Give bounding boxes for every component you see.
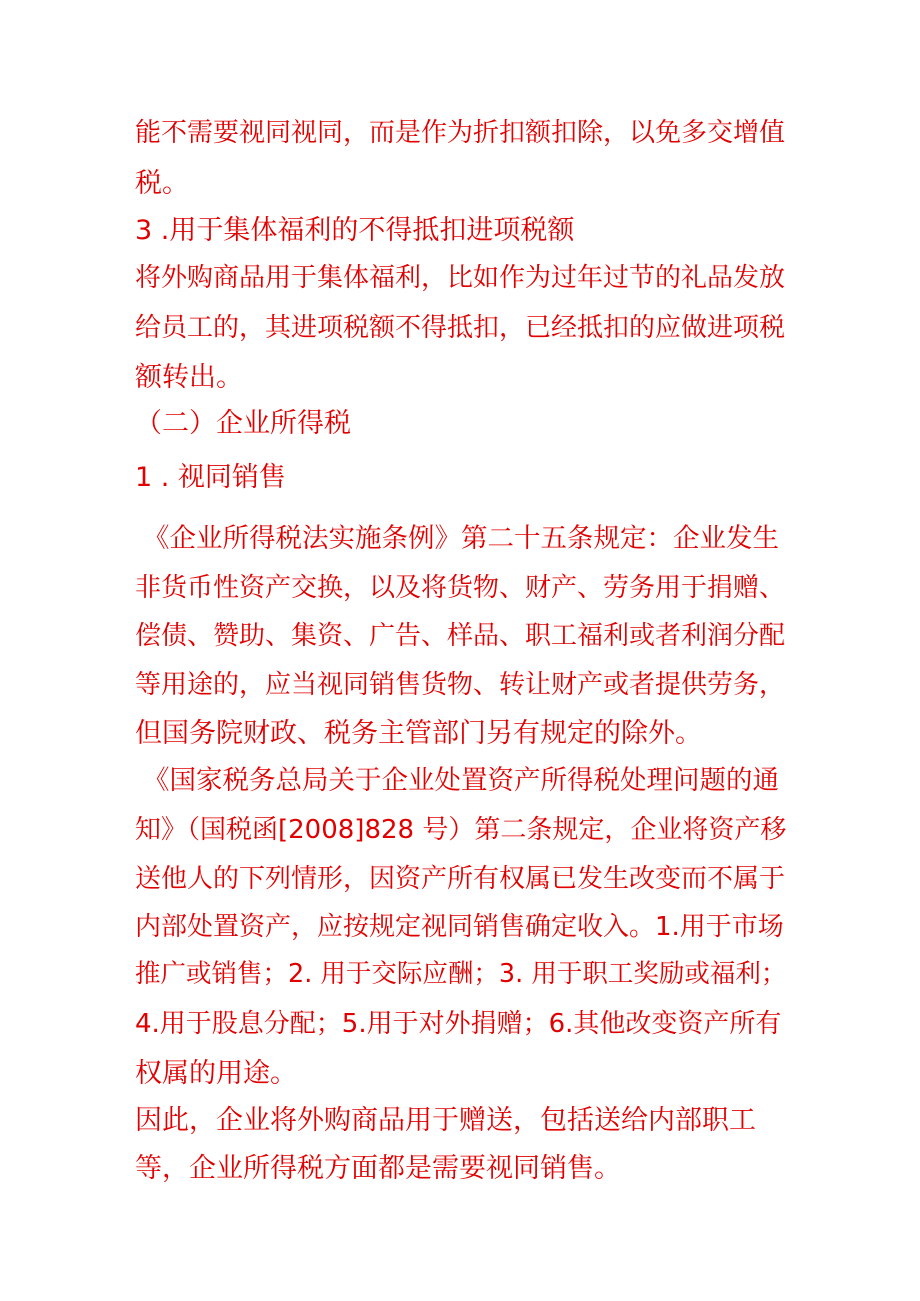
text-line-14: 《国家税务总局关于企业处置资产所得税处理问题的通 <box>143 765 779 796</box>
text-line-9: 《企业所得税法实施条例》第二十五条规定：企业发生 <box>143 523 779 554</box>
text-line-20: 权属的用途。 <box>135 1058 297 1089</box>
text-line-11: 偿债、赞助、集资、广告、样品、职工福利或者利润分配 <box>135 621 786 651</box>
text-line-4: 将外购商品用于集体福利，比如作为过年过节的礼品发放 <box>135 263 786 293</box>
text-line-13: 但国务院财政、税务主管部门另有规定的除外。 <box>135 718 702 749</box>
text-line-1: 能不需要视同视同，而是作为折扣额扣除，以免多交增值 <box>135 118 786 148</box>
text-line-21: 因此，企业将外购商品用于赠送，包括送给内部职工 <box>135 1105 756 1136</box>
section-heading-corporate-income-tax: （二）企业所得税 <box>135 408 351 439</box>
text-line-12: 等用途的，应当视同销售货物、转让财产或者提供劳务， <box>135 670 786 700</box>
text-line-16: 送他人的下列情形，因资产所有权属已发生改变而不属于 <box>135 864 786 894</box>
text-line-19: 4.用于股息分配；5.用于对外捐赠；6.其他改变资产所有 <box>135 1009 782 1039</box>
text-line-22: 等，企业所得税方面都是需要视同销售。 <box>135 1153 621 1184</box>
section-heading-3: 3 .用于集体福利的不得抵扣进项税额 <box>135 215 575 246</box>
section-heading-deemed-sales: 1 . 视同销售 <box>135 462 286 493</box>
text-line-6: 额转出。 <box>135 362 243 393</box>
text-line-5: 给员工的，其进项税额不得抵扣，已经抵扣的应做进项税 <box>135 313 786 343</box>
text-line-10: 非货币性资产交换，以及将货物、财产、劳务用于捐赠、 <box>135 573 786 603</box>
text-line-17: 内部处置资产，应按规定视同销售确定收入。1.用于市场 <box>135 912 784 942</box>
text-line-18: 推广或销售；2. 用于交际应酬；3. 用于职工奖励或福利； <box>135 959 787 989</box>
text-line-15: 知》（国税函[2008]828 号）第二条规定，企业将资产移 <box>135 815 787 845</box>
text-line-2: 税。 <box>135 168 189 199</box>
